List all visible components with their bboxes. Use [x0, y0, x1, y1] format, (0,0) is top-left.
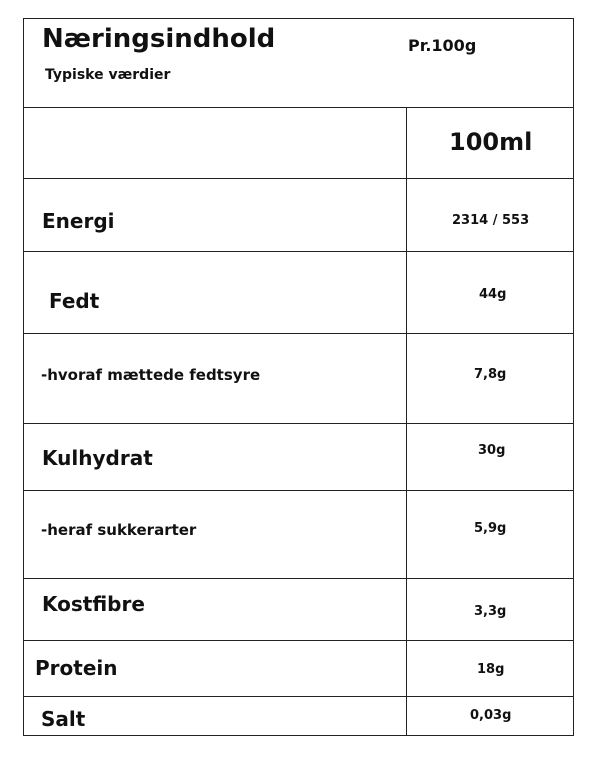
row-label-kulhydrat: Kulhydrat — [42, 446, 153, 470]
row-label-fedt: Fedt — [49, 289, 100, 313]
table-border-top — [23, 18, 574, 19]
row-label-kostfibre: Kostfibre — [42, 592, 145, 616]
row-divider — [23, 178, 574, 179]
table-border-left — [23, 18, 24, 736]
row-label-sukkerarter: -heraf sukkerarter — [41, 521, 197, 539]
column-divider — [406, 108, 407, 736]
row-divider — [23, 578, 574, 579]
column-header: 100ml — [449, 128, 533, 156]
row-value-fedt: 44g — [479, 287, 507, 302]
per-unit-label: Pr.100g — [408, 36, 477, 55]
row-divider — [23, 333, 574, 334]
subtitle: Typiske værdier — [45, 67, 171, 83]
row-divider — [23, 696, 574, 697]
row-value-maettede-fedtsyre: 7,8g — [474, 367, 507, 382]
row-label-maettede-fedtsyre: -hvoraf mættede fedtsyre — [41, 366, 261, 384]
row-label-protein: Protein — [35, 656, 118, 680]
table-border-right — [573, 18, 574, 736]
page-title: Næringsindhold — [42, 24, 276, 54]
row-value-energi: 2314 / 553 — [452, 213, 530, 228]
row-value-protein: 18g — [477, 662, 505, 677]
row-label-energi: Energi — [42, 209, 115, 233]
row-value-kostfibre: 3,3g — [474, 604, 507, 619]
row-divider — [23, 490, 574, 491]
row-divider — [23, 423, 574, 424]
row-label-salt: Salt — [41, 707, 86, 731]
row-value-salt: 0,03g — [470, 708, 512, 723]
row-divider — [23, 640, 574, 641]
row-value-sukkerarter: 5,9g — [474, 521, 507, 536]
row-value-kulhydrat: 30g — [478, 443, 506, 458]
table-border-bottom — [23, 735, 574, 736]
row-divider — [23, 107, 574, 108]
row-divider — [23, 251, 574, 252]
